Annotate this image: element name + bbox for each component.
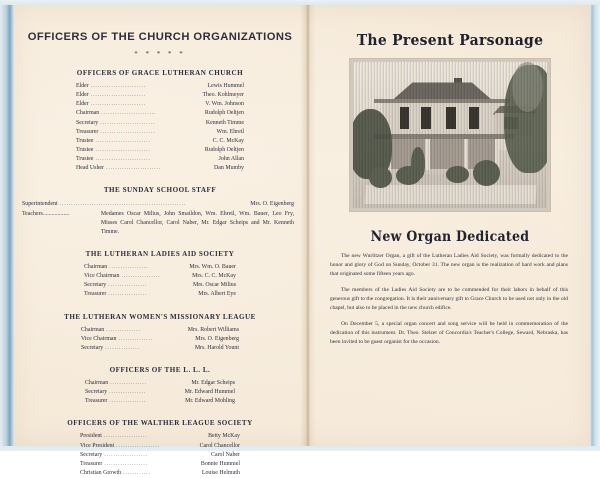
parsonage-title: The Present Parsonage [356,31,544,49]
role-label: Chairman [84,263,108,270]
dot-leader: ........................ [90,101,146,108]
article-title: New Organ Dedicated [370,229,530,245]
role-label: Elder [76,83,89,89]
roster-row [76,109,244,118]
role-label: Vice President [80,442,115,449]
officer-roster [76,82,244,173]
role-label: Elder [76,92,89,99]
dot-leader: ........................ [90,83,146,89]
person-name: Mrs. Oscar Milius [192,282,236,289]
photo-walkway [364,185,536,204]
role-label: Secretary [84,282,107,289]
roster-row [81,344,239,353]
role-label: President [80,433,102,440]
role-label: Vice Chairman [81,335,117,342]
dot-leader: ................... [104,460,149,467]
person-name: Mr. Edward Hummel [184,389,235,396]
role-label: Secretary [81,344,104,351]
roster-row [84,281,236,290]
person-name: Louise Helmuth [201,469,240,476]
roster-row [85,388,235,397]
role-label: Secretary [80,451,103,458]
scanner-edge-right [590,0,600,451]
photo-window [469,107,479,129]
role-label: Treasurer [85,398,108,405]
dot-leader: ................. [121,273,161,280]
role-label: Treasurer [76,128,99,135]
page-title: OFFICERS OF THE CHURCH ORGANIZATIONS [27,31,293,43]
dot-leader: ........................ [95,137,151,144]
person-name: Betty McKay [208,433,240,440]
person-name: Mrs. Albert Eye [198,291,236,298]
person-name: Rudolph Oeltjen [204,110,244,117]
roster-row [76,119,244,128]
role-label: Chairman [85,379,109,386]
roster-row [76,91,244,100]
dot-leader: ............... [105,344,140,351]
photo-window [421,107,431,129]
dot-leader: ........................ [105,165,162,172]
photo-tree-right-upper [512,62,543,112]
dot-leader: ............ [123,469,151,476]
section-heading: THE SUNDAY SCHOOL STAFF [103,186,217,195]
section-heading: OFFICERS OF THE WALTHER LEAGUE SOCIETY [67,419,253,428]
role-label: Chairman [76,110,100,117]
dot-leader: ................ [109,398,147,405]
roster-row [84,263,236,272]
teachers-row [22,210,294,237]
role-label: Christian Growth [80,469,122,476]
photo-window [446,107,456,129]
dot-leader: ................... [103,433,148,440]
role-label: Vice Chairman [84,273,120,280]
role-label: Trustee [76,137,94,144]
role-label: Treasurer [84,291,107,298]
roster-row [76,164,244,173]
person-name: Lewis Hummel [207,83,244,89]
roster-row [84,290,236,299]
photo-shrub [411,147,425,179]
section-heading: OFFICERS OF THE L. L. L. [109,365,211,374]
roster-row [76,82,244,91]
dot-leader: ................. [109,263,149,270]
dot-leader: ................ [110,379,148,386]
paper-spread [14,5,590,476]
person-name: John Allan [218,156,244,163]
roster-row [85,397,235,406]
person-name: Theo. Kohlmeyer [202,92,244,99]
role-label: Trustee [76,146,94,153]
roster-row [84,272,236,281]
role-label: Chairman [81,326,105,333]
role-label: Secretary [85,389,108,396]
dot-leader: ............... [106,326,141,333]
photo-window [400,107,410,129]
dot-leader: ................. [108,282,148,289]
person-name: C. C. McKay [212,137,244,144]
roster-row [76,155,244,164]
person-name: Mrs. Wm. O. Bauer [189,263,236,270]
right-page [310,5,590,446]
role-label: Trustee [76,156,94,163]
teachers-list: Medames Oscar Milius, John Smaildon, Wm. Ehretl, Wm. Bauer, Leo Fry, Misses Carol Chancellor, Carol Naber, Mr. Edgar Scheips and Mr. Kenneth Timme. [100,210,294,235]
person-name: Wm. Ehretl [216,128,244,135]
section-heading: OFFICERS OF GRACE LUTHERAN CHURCH [76,69,244,77]
officer-roster [81,326,239,353]
article-paragraph: The members of the Ladies Aid Society are to be commended for their labors in behalf of this generous gift to the congregation. It is their anniversary gift to Grace Church to be used not only in the old chapel, but also to be placed in the new church edifice. [330,286,568,311]
role-label: Elder [76,101,89,108]
dot-leader: ........................ [95,146,151,153]
officer-roster [80,432,240,478]
roster-row [76,137,244,146]
dot-leader: ....................................................... [59,201,187,208]
role-label: Head Usher [76,165,104,172]
left-page [14,5,306,476]
person-name: Mrs. Harold Yount [194,344,239,351]
sunday-school-roster [22,200,294,237]
role-label: Treasurer [80,460,103,467]
role-label: Superintendent [22,201,58,208]
person-name: V. Wm. Johnson [205,101,244,108]
photo-porch-column [425,139,430,170]
parsonage-photo-frame [350,59,550,211]
roster-row [22,200,294,209]
dot-leader: ........................ [90,92,146,99]
section-heading: THE LUTHERAN LADIES AID SOCIETY [85,249,235,258]
role-label: Secretary [76,119,99,126]
roster-row [80,442,240,451]
dot-leader: ................ [109,389,147,396]
officer-roster [85,379,235,406]
photo-porch-column [464,139,469,170]
roster-row [81,335,239,344]
person-name: Bonnie Hummel [200,460,240,467]
roster-row [80,460,240,469]
roster-row [80,469,240,478]
person-name: Mrs. O. Eigenberg [250,201,294,208]
title-ornament: * * * * * [134,50,186,58]
dot-leader: ................. [108,291,148,298]
dot-leader: ........................ [100,119,156,126]
person-name: Carol Naber [211,451,240,458]
dot-leader: ........................ [100,128,156,135]
roster-row [76,146,244,155]
roster-row [85,379,235,388]
officer-roster [84,263,236,300]
person-name: Dan Mumby [214,165,244,172]
person-name: Mr. Edward Mohling [185,398,235,405]
roster-row [76,128,244,137]
article-paragraph: On December 5, a special organ concert and song service will be held in commemoration of the dedication of this instrument. Dr. Theo. Stelzer of Concordia's Teacher's College, Seward, Nebraska, has been invited to be guest organist for the occasion. [330,320,568,345]
dot-leader: ............... [118,335,153,342]
person-name: Carol Chancellor [199,442,240,449]
role-label: Teachers [22,210,43,217]
dot-leader: ................... [116,442,160,449]
dot-leader: ........................ [101,110,157,117]
article-paragraph: The new Wurlitzer Organ, a gift of the Lutheran Ladies Aid Society, was formally dedicated to the honor and glory of God on Sunday, October 31. The new organ is the realization of hard work and plans that originated some fifteen years ago. [330,253,568,277]
dot-leader: ................... [104,451,148,458]
person-name: Rudolph Oeltjen [204,146,244,153]
roster-row [80,451,240,460]
parsonage-photo [353,62,547,208]
dot-leader: .................. [42,210,70,217]
roster-row [80,432,240,441]
person-name: Mrs. Robert Williams [187,326,239,333]
person-name: Mr. Edgar Scheips [191,379,235,386]
article-body [330,252,568,347]
scanner-edge-left [0,0,14,451]
section-heading: THE LUTHERAN WOMEN'S MISSIONARY LEAGUE [64,312,256,321]
roster-row [76,100,244,109]
roster-row [81,326,239,335]
person-name: Kenneth Timme [205,119,244,126]
dot-leader: ........................ [95,156,151,163]
photo-shrub [369,167,392,187]
person-name: Mrs. O. Eigenberg [195,335,239,342]
person-name: Mrs. C. C. McKay [192,273,236,280]
